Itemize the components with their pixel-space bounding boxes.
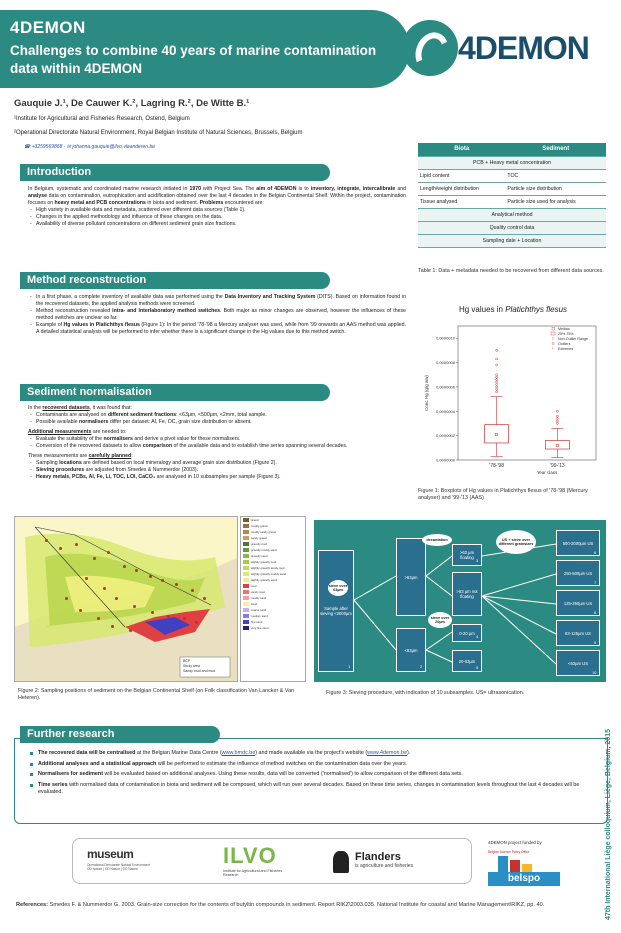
project-website-link[interactable]: www.4demon.be: [367, 750, 407, 756]
funded-by: 4DEMON project funded by: [488, 840, 542, 845]
legend-swatch: [243, 542, 249, 546]
outlier-point: [496, 381, 498, 383]
table-cell: TOC: [505, 169, 606, 182]
legend-swatch: [243, 608, 249, 612]
brand-label: 4DEMON: [10, 18, 86, 37]
subsample-number: 2: [420, 664, 423, 669]
conference-label: 47th International Liège colloquium, Liège, Belgium, 2015: [605, 729, 612, 920]
list-item: Time series with normalised data of contamination in biota and sediment will be composed, which will run over several decades. Based on these time series, changes in contamination levels throughout the last 4 decades will be evaluated.: [30, 782, 600, 797]
y-tick-label: 0,0000006: [436, 384, 455, 390]
legend-label: fine sand: [251, 620, 263, 624]
y-tick-label: 0,0000008: [436, 360, 455, 366]
box-iqr: [545, 441, 569, 450]
sampling-point: [93, 557, 96, 560]
further-research-body: [30, 750, 600, 800]
legend-label: Extremes: [558, 347, 574, 351]
outlier-point: [556, 418, 558, 420]
sampling-map: [14, 516, 238, 682]
legend-label: Median: [558, 327, 570, 331]
sampling-point: [103, 587, 106, 590]
outlier-point: [496, 391, 498, 393]
table-row: Sampling date + Location: [418, 234, 606, 247]
contact-info[interactable]: ☎ +3259569868 · ✉ johanna.gauquie@ilvo.vlaanderen.be: [24, 144, 156, 150]
legend-label: muddy gravel: [251, 524, 268, 528]
sampling-point: [149, 575, 152, 578]
outlier-point: [556, 420, 558, 422]
legend-swatch: [243, 530, 249, 534]
list-item: - Conversion of the recovered datasets to allow comparison of the available data and to establish time series spanning several decades.: [28, 443, 406, 450]
legend-label: muddy sandy gravel: [251, 530, 277, 534]
subsample-number: 1: [348, 664, 351, 669]
sampling-point: [45, 539, 48, 542]
median-marker: [495, 433, 497, 435]
outlier-point: [496, 358, 498, 360]
introduction-body: In Belgium, systematic and coordinated marine research initiated in 1970 with Project Sea. The aim of 4DEMON is to inventory, integrate, intercalibrate and analyse data on contamination, eutrophication and acidification obtained over the last 4 decades in the Belgian Continental Shelf. Within the project, contamination focuses on heavy metal and PCB concentrations in biota and sediment. Problems encountered are: - High variety in available data and metadata, scattered over different data sources (Table 1). - Changes in the applied methodology and influence of these changes on the data. - Availability of diverse pollutant concentrations on different sediment grain size fractions.: [28, 186, 406, 228]
list-item: - In a first phase, a complete inventory of available data was performed using the Data Inventory and Tracking System (DITS). Based on information found in the recovered datasets, the applied analysis methods were screened.: [28, 294, 406, 308]
chart-title: Hg values in Platichthys flesus: [458, 305, 568, 314]
list-item: - Sieving procedures are adjusted from Smedes & Nummerdor (2003).: [28, 467, 406, 474]
list-item: - Changes in the applied methodology and influence of these changes on the data.: [28, 214, 406, 221]
sampling-point: [115, 597, 118, 600]
subsample-number: 10: [592, 670, 597, 675]
belspo-sub: Belgian Science Policy Office: [488, 850, 530, 854]
fraction-us-5: <63µm US: [556, 650, 600, 676]
subsample-number: 4: [476, 634, 479, 639]
table-header: Sediment: [505, 143, 606, 156]
table-caption: Table 1: Data + metadata needed to be recovered from different data sources.: [418, 268, 604, 274]
sampling-point: [59, 547, 62, 550]
legend-swatch: [243, 602, 249, 606]
table-cell: Tissue analysed: [418, 195, 505, 208]
sampling-point: [123, 565, 126, 568]
legend-label: coarse sand: [251, 608, 267, 612]
x-tick-label: '99-'13: [550, 463, 565, 469]
museum-logo: museum Operational Directorate Natural Environment OD Nature | OD Natuur | OD Nature: [87, 847, 150, 871]
outlier-point: [496, 388, 498, 390]
legend-swatch: [243, 560, 249, 564]
legend-label: gravel: [251, 518, 259, 522]
legend-label: Non-Outlier Range: [558, 337, 588, 341]
list-item: - High variety in available data and metadata, scattered over different data sources (Table 1).: [28, 207, 406, 214]
fraction-us-1: 500-2000µm US: [556, 530, 600, 556]
sieve-63-label: sieve over 63µm: [328, 580, 348, 596]
legend-swatch: [243, 614, 249, 618]
subsample-number: 9: [594, 640, 597, 645]
legend-swatch: [243, 536, 249, 540]
subsample-number: 6: [594, 550, 597, 555]
sample-box: Sample after sieving <2000µm: [318, 550, 354, 672]
legend-swatch: [243, 548, 249, 552]
table-cell: Particle size distribution: [505, 182, 606, 195]
sampling-point: [183, 617, 186, 620]
outlier-point: [496, 364, 498, 366]
figure1-caption: Figure 1: Boxplots of Hg values in Platichthys flesus of '78-'98 (Mercury analyser) and '99-'13 (AAS): [418, 488, 588, 501]
title-banner: [0, 10, 410, 88]
legend-swatch: [243, 518, 249, 522]
legend-swatch: [243, 554, 249, 558]
subsample-number: 5: [476, 665, 479, 670]
table-row: PCB + Heavy metal concentration: [418, 156, 606, 169]
legend-label: slightly gravelly mud: [251, 560, 277, 564]
legend-median-icon: [552, 328, 555, 331]
x-axis-label: Year class: [536, 470, 558, 475]
legend-swatch: [243, 578, 249, 582]
outlier-point: [496, 386, 498, 388]
list-item: Normalisers for sediment will be evaluated based on additional analyses. Using these results, data will be converted ('normalised') to allow comparison of the different data sets.: [30, 771, 600, 779]
plot-frame: [458, 326, 596, 460]
outlier-point: [556, 422, 558, 424]
legend-item: [241, 625, 305, 631]
belspo-logo: belspo: [488, 872, 560, 886]
outlier-point: [556, 410, 558, 412]
legend-extreme-icon: *: [551, 346, 554, 351]
legend-label: muddy sand: [251, 596, 267, 600]
legend-label: gravelly muddy sand: [251, 548, 277, 552]
floating-box: >63 µm floating: [452, 544, 482, 566]
sampling-point: [135, 569, 138, 572]
boxplot-svg: [418, 300, 608, 486]
list-item: - Contaminants are analysed on different sediment fractions: <63µm, <500µm, <2mm, total sample.: [28, 412, 406, 419]
list-item: - Method reconstruction revealed intra- and interlaboratory method switches. Both major as minor changes are observed, however the influences of these method switches are unclear so far.: [28, 308, 406, 322]
y-axis-label: Conc Hg (g/g ww): [424, 375, 429, 411]
authors: Gauquie J.¹, De Cauwer K.², Lagring R.², De Witte B.¹: [14, 98, 250, 109]
sampling-point: [167, 615, 170, 618]
sediment-body: In the recovered datasets, it was found that: - Contaminants are analysed on different sediment fractions: <63µm, <500µm, <2mm, total sample. - Possible available normalisers differ per dataset: Al, Fe, OC, grain size distribution or absent. Additional measurements are needed to: - Evaluate the suitability of the normalisers and derive a pivot value for these normalisers. - Conversion of the recovered datasets to allow comparison of the available data and to establish time series spanning several decades. These measurements are carefully planned: - Sampling locations are defined based on local mineralogy and average grain size distribution (Figure 2). - Sieving procedures are adjusted from Smedes & Nummerdor (2003). - Heavy metals, PCBs, Al, Fe, Li, TOC, LOI, CaCO₃ are analysed in 10 subsamples per sample (Figure 3).: [28, 405, 406, 481]
decantation-label: decantation: [422, 534, 452, 546]
list-item: - Possible available normalisers differ per dataset: Al, Fe, OC, grain size distribution or absent.: [28, 419, 406, 426]
legend-label: slightly gravelly muddy sand: [251, 572, 286, 576]
table-cell: Length/weight distribution: [418, 182, 505, 195]
sampling-point: [79, 609, 82, 612]
subsample-number: 8: [594, 610, 597, 615]
data-table: [418, 143, 606, 248]
list-item: - Availability of diverse pollutant concentrations on different sediment grain size fractions.: [28, 221, 406, 228]
conference-sidebar: [603, 700, 617, 920]
legend-label: sandy mud: [251, 590, 265, 594]
not-floating-box: >63 µm not floating: [452, 572, 482, 616]
sampling-point: [133, 605, 136, 608]
legend-box-icon: [551, 332, 555, 335]
section-introduction: Introduction: [20, 164, 330, 181]
y-tick-label: 0,0000010: [436, 335, 455, 341]
legend-swatch: [243, 626, 249, 630]
list-item: - Heavy metals, PCBs, Al, Fe, Li, TOC, LOI, CaCO₃ are analysed in 10 subsamples per sample (Figure 3).: [28, 474, 406, 481]
outlier-point: [496, 376, 498, 378]
outlier-point: [496, 374, 498, 376]
table-cell: Particle size used for analysis: [505, 195, 606, 208]
hg-boxplot-chart: [418, 300, 608, 486]
project-logo: [400, 16, 610, 80]
map-legend: [240, 516, 306, 682]
sampling-point: [111, 625, 114, 628]
y-tick-label: 0,0000004: [436, 408, 455, 414]
partner-logos: [72, 838, 472, 884]
ilvo-logo: ILVO Institute for Agricultural and Fisheries Research: [223, 843, 283, 877]
logo-circle-icon: [402, 20, 458, 76]
legend-swatch: [243, 596, 249, 600]
sieve-diagram: [314, 520, 606, 682]
sampling-point: [161, 579, 164, 582]
sieve-20-label: sieve over 20µm: [428, 612, 452, 628]
affiliation-2: ²Operational Directorate Natural Environment, Royal Belgian Institute of Natural Sciences, Brussels, Belgium: [14, 130, 303, 136]
outlier-point: [496, 379, 498, 381]
legend-label: Outliers: [558, 342, 571, 346]
legend-outlier-icon: [552, 343, 554, 345]
legend-label: slightly gravelly sandy mud: [251, 566, 285, 570]
legend-swatch: [243, 572, 249, 576]
list-item: - Sampling locations are defined based on local mineralogy and average grain size distribution (Figure 2).: [28, 460, 406, 467]
sampling-point: [195, 621, 198, 624]
legend-label: 25%-75%: [558, 332, 574, 336]
table-cell: Lipid content: [418, 169, 505, 182]
legend-label: very fine sand: [251, 626, 269, 630]
outlier-point: [496, 349, 498, 351]
legend-swatch: [243, 590, 249, 594]
sampling-point: [85, 577, 88, 580]
legend-swatch: [243, 620, 249, 624]
us-label: US + sieve over different grainsizes: [496, 530, 536, 554]
logo-text: 4DEMON: [458, 30, 589, 66]
lt63-box: <63µm: [396, 628, 426, 672]
fraction-us-4: 63-125µm US: [556, 620, 600, 646]
belspo-blocks-icon: [488, 856, 560, 872]
affiliation-1: ¹Institute for Agricultural and Fisheries Research, Ostend, Belgium: [14, 116, 190, 122]
figure3-caption: Figure 3: Sieving procedure, with indication of 10 subsamples. US= ultrasonication.: [326, 690, 525, 696]
legend-label: gravelly mud: [251, 542, 267, 546]
sampling-point: [65, 597, 68, 600]
fraction-us-2: 250-500µm US: [556, 560, 600, 586]
y-tick-label: 0,0000002: [436, 433, 455, 439]
flanders-logo: Flanders is agriculture and fisheries: [355, 851, 414, 869]
figure2-caption: Figure 2: Sampling positions of sediment on the Belgian Continental Shelf (on Folk classification Van Lancker & Van Heteren).: [18, 688, 295, 701]
table-row: Analytical method: [418, 208, 606, 221]
bmdc-link[interactable]: www.bmdc.be: [221, 750, 256, 756]
sampling-point: [151, 611, 154, 614]
method-body: [28, 294, 406, 336]
sampling-point: [97, 617, 100, 620]
fraction-us-3: 125-250µm US: [556, 590, 600, 616]
table-header: Biota: [418, 143, 505, 156]
gt63-box: >63µm: [396, 538, 426, 616]
legend-swatch: [243, 566, 249, 570]
section-method: Method reconstruction: [20, 272, 330, 289]
x-tick-label: '78-'98: [489, 463, 504, 469]
sampling-point: [191, 589, 194, 592]
references: References: Smedes F. & Nummerdor G. 2003. Grain-size correction for the contents of butyltin compounds in sediment. Report RIKZ\2003.035. National Institute for coastal and Marine Management\RIKZ, pp. 40.: [16, 902, 545, 908]
sampling-point: [175, 583, 178, 586]
sampling-point: [129, 629, 132, 632]
sampling-point: [203, 597, 206, 600]
legend-swatch: [243, 584, 249, 588]
median-marker: [556, 444, 558, 446]
legend-label: sand: [251, 602, 258, 606]
section-further-research: Further research: [20, 726, 220, 743]
list-item: The recovered data will be centralised at the Belgian Marine Data Centre (www.bmdc.be) and made available via the project's website (www.4demon.be).: [30, 750, 600, 758]
legend-label: medium sand: [251, 614, 268, 618]
legend-label: mud: [251, 584, 257, 588]
sampling-point: [75, 543, 78, 546]
list-item: - Evaluate the suitability of the normalisers and derive a pivot value for these normalisers.: [28, 436, 406, 443]
sampling-point: [107, 551, 110, 554]
outlier-point: [496, 383, 498, 385]
outlier-point: [556, 415, 558, 417]
section-sediment: Sediment normalisation: [20, 384, 330, 401]
poster-title: Challenges to combine 40 years of marine contamination data within 4DEMON: [10, 43, 377, 76]
map-legend-box: BCP Study area Sandy mud and mud: [183, 659, 216, 673]
fraction-0-20: 0-20 µm: [452, 624, 482, 642]
legend-label: sandy gravel: [251, 536, 267, 540]
subsample-number: 3: [476, 558, 479, 563]
box-iqr: [485, 425, 509, 443]
fraction-20-63: 20-63µm: [452, 650, 482, 672]
subsample-number: 7: [594, 580, 597, 585]
flanders-lion-icon: [333, 851, 349, 873]
legend-label: slightly gravelly sand: [251, 578, 277, 582]
legend-swatch: [243, 524, 249, 528]
y-tick-label: 0,0000000: [436, 457, 455, 463]
table-row: Quality control data: [418, 221, 606, 234]
list-item: Additional analyses and a statistical approach will be performed to estimate the influence of method switches on the contamination data over the years.: [30, 761, 600, 769]
legend-label: gravelly sand: [251, 554, 268, 558]
list-item: - Example of Hg values in Platichthys flesus (Figure 1): In the period '78-'98 a Mercury analyser was used, while from '99 onwards an AAS method was applied. A detailed statistical analysis will be performed to infer whether there is a significant change in the Hg values due to this method switch.: [28, 322, 406, 336]
